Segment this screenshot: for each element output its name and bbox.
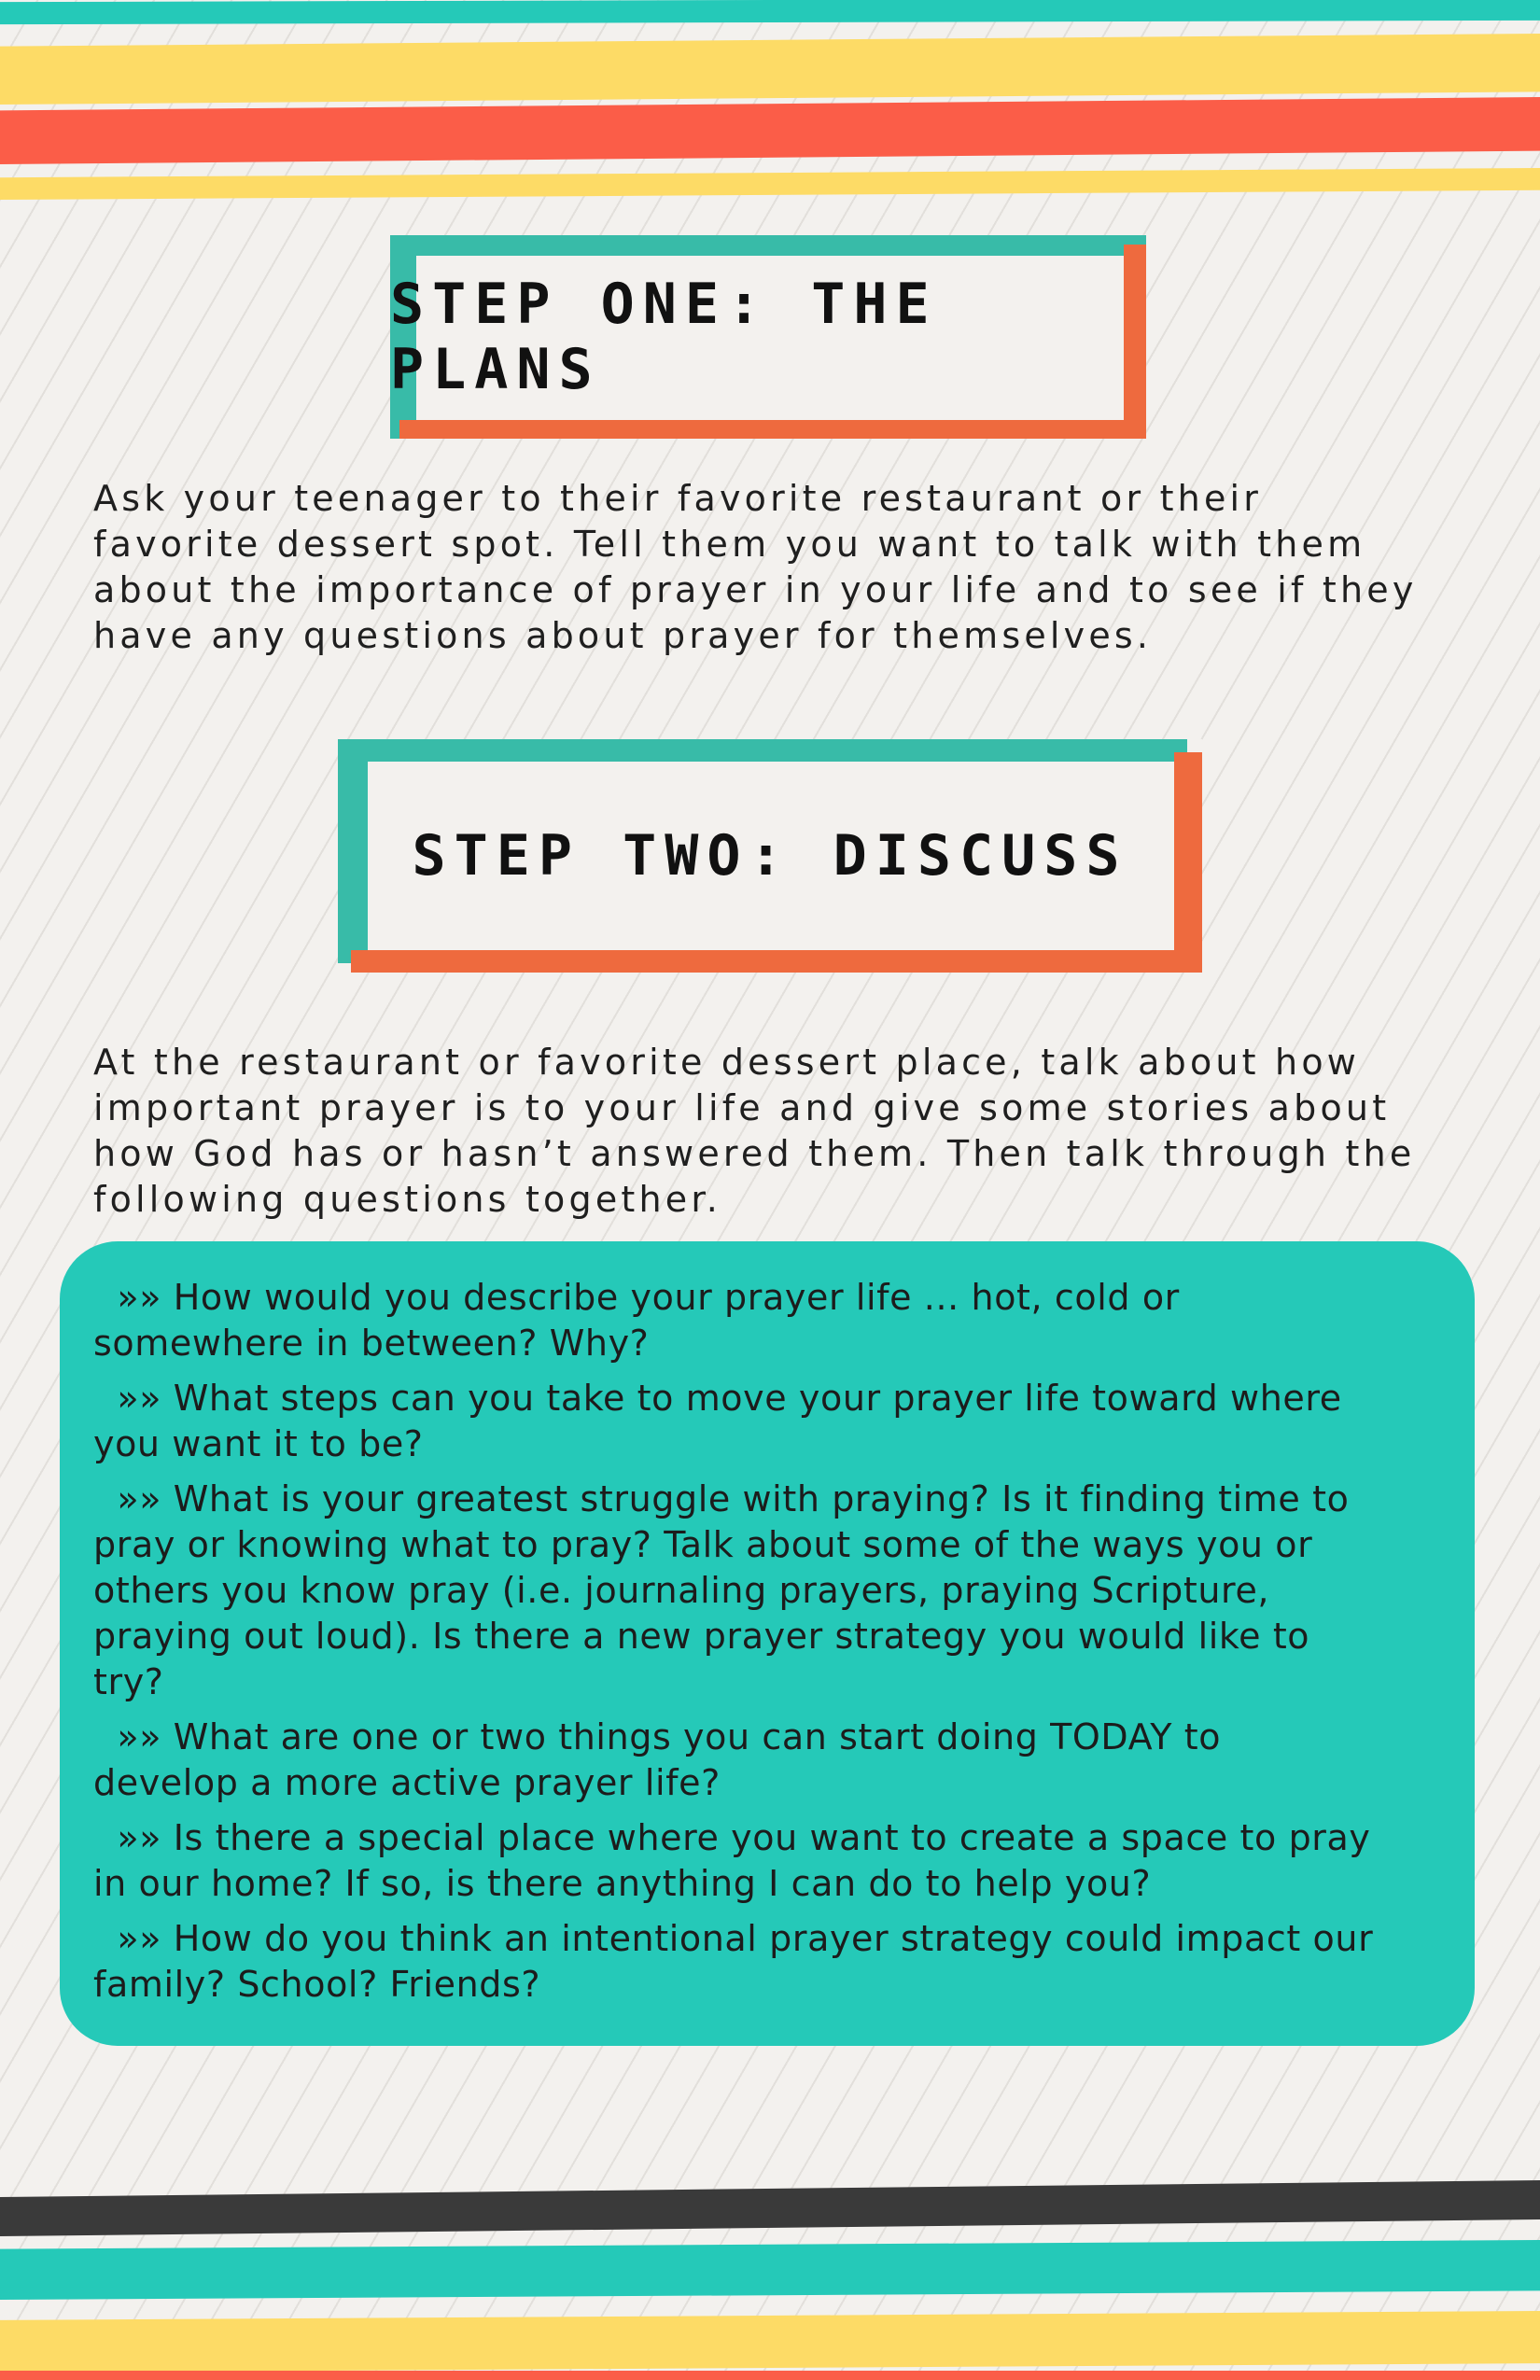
question-line: try?: [93, 1661, 164, 1702]
question-line: others you know pray (i.e. journaling prayers, praying Scripture,: [93, 1570, 1270, 1611]
questions-list: [93, 1275, 1456, 2017]
top-stripe-coral: [0, 97, 1540, 164]
question-line: »» How would you describe your prayer life ... hot, cold or: [93, 1277, 1180, 1318]
step-two-heading-frame: [338, 739, 1202, 973]
step-one-line: have any questions about prayer for themselves.: [93, 615, 1153, 656]
top-stripe-yellow-thin: [0, 168, 1540, 200]
question-item: [93, 1275, 1456, 1366]
question-line: family? School? Friends?: [93, 1964, 541, 2005]
question-line: in our home? If so, is there anything I can do to help you?: [93, 1863, 1152, 1904]
bottom-stripe-yellow: [0, 2311, 1540, 2373]
step-one-heading-frame: [390, 235, 1146, 439]
question-line: »» What steps can you take to move your prayer life toward where: [93, 1378, 1342, 1419]
question-line: »» What are one or two things you can start doing TODAY to: [93, 1716, 1222, 1757]
step-one-title: STEP ONE: THE PLANS: [390, 272, 938, 402]
step-two-line: At the restaurant or favorite dessert place, talk about how: [93, 1042, 1361, 1083]
question-item: [93, 1916, 1456, 2008]
bottom-stripe-dark: [0, 2180, 1540, 2236]
step-two-line: how God has or hasn’t answered them. Then talk through the: [93, 1133, 1416, 1174]
step-two-line: important prayer is to your life and give some stories about: [93, 1087, 1391, 1128]
step-one-paragraph: [93, 476, 1475, 659]
step-one-line: favorite dessert spot. Tell them you want to talk with them: [93, 524, 1366, 565]
question-line: »» What is your greatest struggle with praying? Is it finding time to: [93, 1478, 1350, 1519]
question-line: praying out loud). Is there a new prayer strategy you would like to: [93, 1616, 1310, 1657]
question-line: develop a more active prayer life?: [93, 1762, 721, 1803]
step-two-line: following questions together.: [93, 1179, 721, 1220]
question-item: [93, 1715, 1456, 1806]
step-two-title: STEP TWO: DISCUSS: [412, 823, 1128, 889]
question-item: [93, 1477, 1456, 1705]
step-two-paragraph: [93, 1040, 1475, 1223]
bottom-stripe-coral: [0, 2371, 1540, 2380]
question-line: you want it to be?: [93, 1423, 424, 1464]
question-line: »» Is there a special place where you want to create a space to pray: [93, 1817, 1371, 1858]
bottom-stripe-teal: [0, 2240, 1540, 2300]
top-stripe-yellow: [0, 34, 1540, 105]
question-line: »» How do you think an intentional prayer strategy could impact our: [93, 1918, 1374, 1959]
question-item: [93, 1815, 1456, 1907]
top-stripe-teal: [0, 0, 1540, 24]
question-line: pray or knowing what to pray? Talk about some of the ways you or: [93, 1524, 1313, 1565]
questions-box: [60, 1241, 1475, 2046]
step-one-line: Ask your teenager to their favorite restaurant or their: [93, 478, 1263, 519]
step-one-line: about the importance of prayer in your life and to see if they: [93, 569, 1418, 610]
question-line: somewhere in between? Why?: [93, 1323, 650, 1364]
question-item: [93, 1376, 1456, 1467]
